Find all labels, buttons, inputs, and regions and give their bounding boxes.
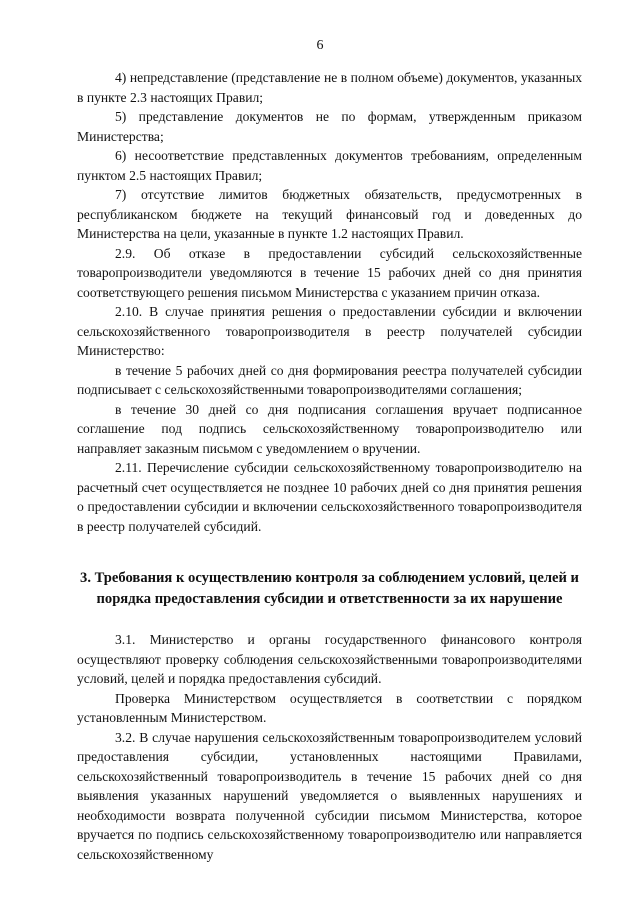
paragraph: Проверка Министерством осуществляется в соответствии с порядком установленным Министерством. (77, 690, 582, 725)
paragraph: 2.10. В случае принятия решения о предоставлении субсидии и включении сельскохозяйственного товаропроизводителя в реестр получателей субсидии Министерство: (77, 304, 582, 358)
paragraph: в течение 30 дней со дня подписания соглашения вручает подписанное соглашение под подпись сельскохозяйственному товаропроизводителю или направляет заказным письмом с уведомлением о вручении. (77, 401, 582, 456)
paragraph: 5) представление документов не по формам, утвержденным приказом Министерства; (77, 109, 582, 144)
section-heading: 3. Требования к осуществлению контроля за соблюдением условий, целей и порядка предоставления субсидии и ответственности за их нарушение (80, 570, 579, 607)
paragraph: 2.9. Об отказе в предоставлении субсидий сельскохозяйственные товаропроизводители уведомляются в течение 15 рабочих дней со дня принятия соответствующего решения письмом Министерства с указанием причин отказа. (77, 245, 582, 300)
paragraph: 6) несоответствие представленных документов требованиям, определенным пунктом 2.5 настоящих Правил; (77, 148, 582, 183)
paragraph: 7) отсутствие лимитов бюджетных обязательств, предусмотренных в республиканском бюджете на текущий финансовый год и доведенных до Министерства на цели, указанные в пункте 1.2 настоящих Правил. (77, 187, 582, 241)
paragraph: 3.1. Министерство и органы государственного финансового контроля осуществляют проверку соблюдения сельскохозяйственными товаропроизводителями условий, целей и порядка предоставления субсидий. (77, 632, 582, 686)
paragraph: 2.11. Перечисление субсидии сельскохозяйственному товаропроизводителю на расчетный счет осуществляется не позднее 10 рабочих дней со дня принятия решения о предоставлении субсидии и включении сельскохозяйственного товаропроизводителя в реестр получателей субсидий. (77, 460, 582, 534)
paragraph: 3.2. В случае нарушения сельскохозяйственным товаропроизводителем условий предоставления субсидии, установленных настоящими Правилами, сельскохозяйственный товаропроизводитель в течение 15 рабочих дней со дня выявления указанных нарушений уведомляется о выявленных нарушениях и необходимости возврата полученной субсидии письмом Министерства, которое вручается по подпись сельскохозяйственному товаропроизводителю или направляется сельскохозяйственному (77, 729, 582, 862)
page-number: 6 (316, 38, 324, 53)
paragraph: в течение 5 рабочих дней со дня формирования реестра получателей субсидии подписывает с сельскохозяйственными товаропроизводителями соглашения; (77, 362, 582, 397)
paragraph: 4) непредставление (представление не в полном объеме) документов, указанных в пункте 2.3 настоящих Правил; (77, 70, 582, 105)
document-body (77, 68, 582, 864)
